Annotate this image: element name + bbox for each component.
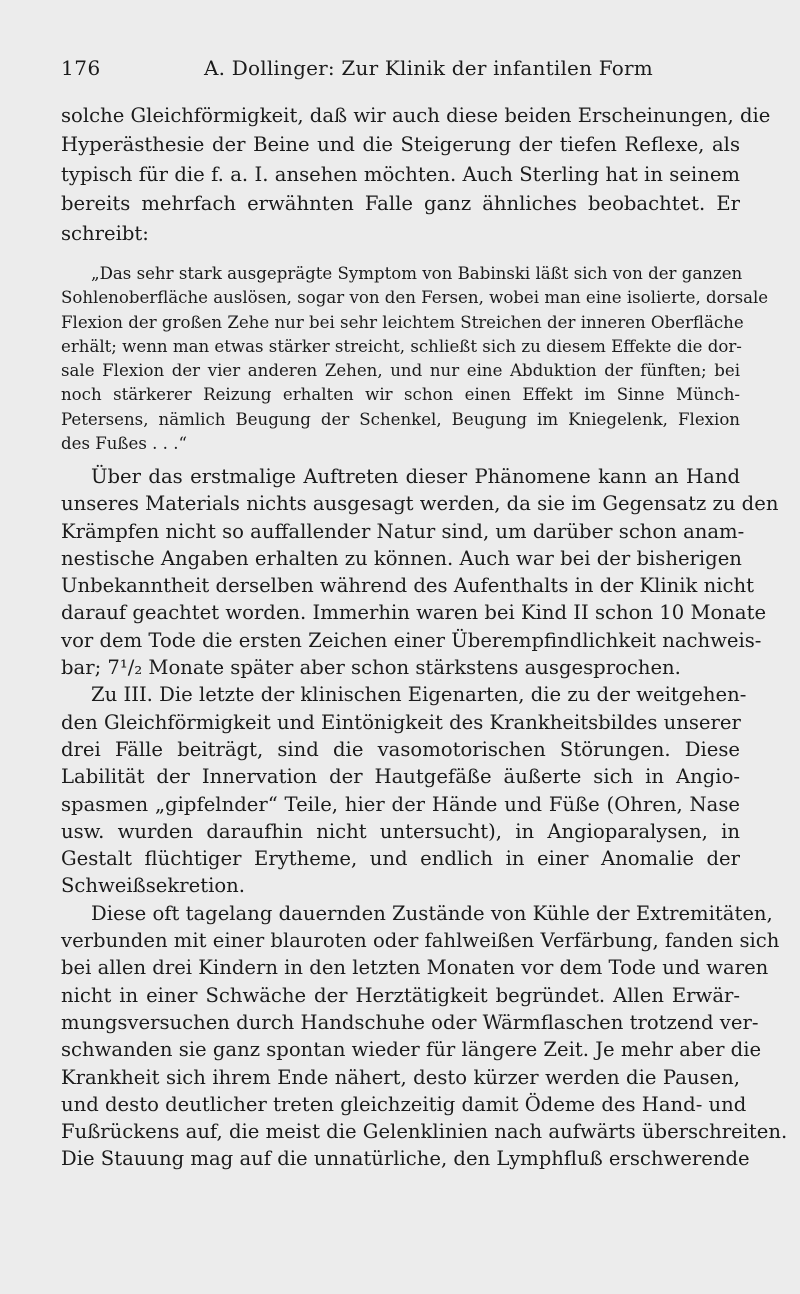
text-line: Die Stauung mag auf die unnatürliche, den Lymphfluß erschwerende <box>61 1147 750 1171</box>
text-line: mungsversuchen durch Handschuhe oder Wärmflaschen trotzend ver- <box>61 1010 759 1034</box>
text-line: und desto deutlicher treten gleichzeitig damit Ödeme des Hand- und <box>61 1092 747 1116</box>
text-line: bereits mehrfach erwähnten Falle ganz ähnliches beobachtet. Er <box>61 192 740 216</box>
text-line: verbunden mit einer blauroten oder fahlweißen Verfärbung, fanden sich <box>61 929 780 953</box>
text-line: vor dem Tode die ersten Zeichen einer Überempfindlichkeit nachweis- <box>61 628 762 652</box>
text-line: Gestalt flüchtiger Erytheme, und endlich in einer Anomalie der <box>61 847 740 871</box>
text-line: schwanden sie ganz spontan wieder für längere Zeit. Je mehr aber die <box>61 1038 762 1062</box>
text-line: bar; 7¹/₂ Monate später aber schon stärkstens ausgesprochen. <box>61 656 681 680</box>
block-quote <box>61 262 769 456</box>
quote-line: „Das sehr stark ausgeprägte Symptom von Babinski läßt sich von der ganzen <box>91 264 743 283</box>
text-line: darauf geachtet worden. Immerhin waren bei Kind II schon 10 Monate <box>61 601 767 625</box>
text-line: bei allen drei Kindern in den letzten Monaten vor dem Tode und waren <box>61 956 769 980</box>
text-line: usw. wurden daraufhin nicht untersucht), in Angioparalysen, in <box>61 819 740 843</box>
text-line: Krankheit sich ihrem Ende nähert, desto kürzer werden die Pausen, <box>61 1065 740 1089</box>
text-line: Diese oft tagelang dauernden Zustände von Kühle der Extremitäten, <box>91 901 773 925</box>
quote-line: noch stärkerer Reizung erhalten wir schon einen Effekt im Sinne Münch- <box>61 385 740 405</box>
quote-line: des Fußes . . .“ <box>61 434 187 454</box>
quote-line: erhält; wenn man etwas stärker streicht, schließt sich zu diesem Effekte die dor- <box>61 336 742 356</box>
quote-line: Flexion der großen Zehe nur bei sehr leichtem Streichen der inneren Oberfläche <box>61 312 744 332</box>
text-line: Fußrückens auf, die meist die Gelenklinien nach aufwärts überschreiten. <box>61 1120 788 1144</box>
text-line: Schweißsekretion. <box>61 874 246 898</box>
text-line: Krämpfen nicht so auffallender Natur sind, um darüber schon anam- <box>61 519 745 543</box>
text-line: unseres Materials nichts ausgesagt werden, da sie im Gegensatz zu den <box>61 492 779 516</box>
text-line: schreibt: <box>61 221 149 245</box>
text-line: Labilität der Innervation der Hautgefäße äußerte sich in Angio- <box>61 765 740 789</box>
paragraph-3 <box>61 681 747 899</box>
text-line: drei Fälle beiträgt, sind die vasomotorischen Störungen. Diese <box>61 737 740 761</box>
text-line: spasmen „gipfelnder“ Teile, hier der Hände und Füße (Ohren, Nase <box>61 792 740 816</box>
paragraph-1 <box>61 101 771 248</box>
text-line: nestische Angaben erhalten zu können. Auch war bei der bisherigen <box>61 546 742 570</box>
quote-line: Petersens, nämlich Beugung der Schenkel, Beugung im Kniegelenk, Flexion <box>61 409 740 429</box>
text-line: Über das erstmalige Auftreten dieser Phänomene kann an Hand <box>91 465 740 488</box>
text-line: nicht in einer Schwäche der Herztätigkeit begründet. Allen Erwär- <box>61 983 740 1007</box>
quote-line: Sohlenoberfläche auslösen, sogar von den Fersen, wobei man eine isolierte, dorsale <box>61 288 769 308</box>
main-text <box>61 463 788 1173</box>
page-number: 176 <box>61 56 101 80</box>
text-line: den Gleichförmigkeit und Eintönigkeit des Krankheitsbildes unserer <box>61 710 741 734</box>
paragraph-4 <box>61 900 788 1173</box>
page-header <box>61 56 740 86</box>
text-line: Hyperästhesie der Beine und die Steigerung der tiefen Reflexe, als <box>61 133 740 157</box>
quote-line: sale Flexion der vier anderen Zehen, und nur eine Abduktion der fünften; bei <box>61 361 740 381</box>
paragraph-2 <box>61 463 779 681</box>
text-line: typisch für die f. a. I. ansehen möchten. Auch Sterling hat in seinem <box>61 162 740 186</box>
text-line: solche Gleichförmigkeit, daß wir auch diese beiden Erscheinungen, die <box>61 104 771 127</box>
running-head: A. Dollinger: Zur Klinik der infantilen Form <box>204 56 653 80</box>
text-line: Zu III. Die letzte der klinischen Eigenarten, die zu der weitgehen- <box>91 683 747 707</box>
text-line: Unbekanntheit derselben während des Aufenthalts in der Klinik nicht <box>61 574 754 598</box>
